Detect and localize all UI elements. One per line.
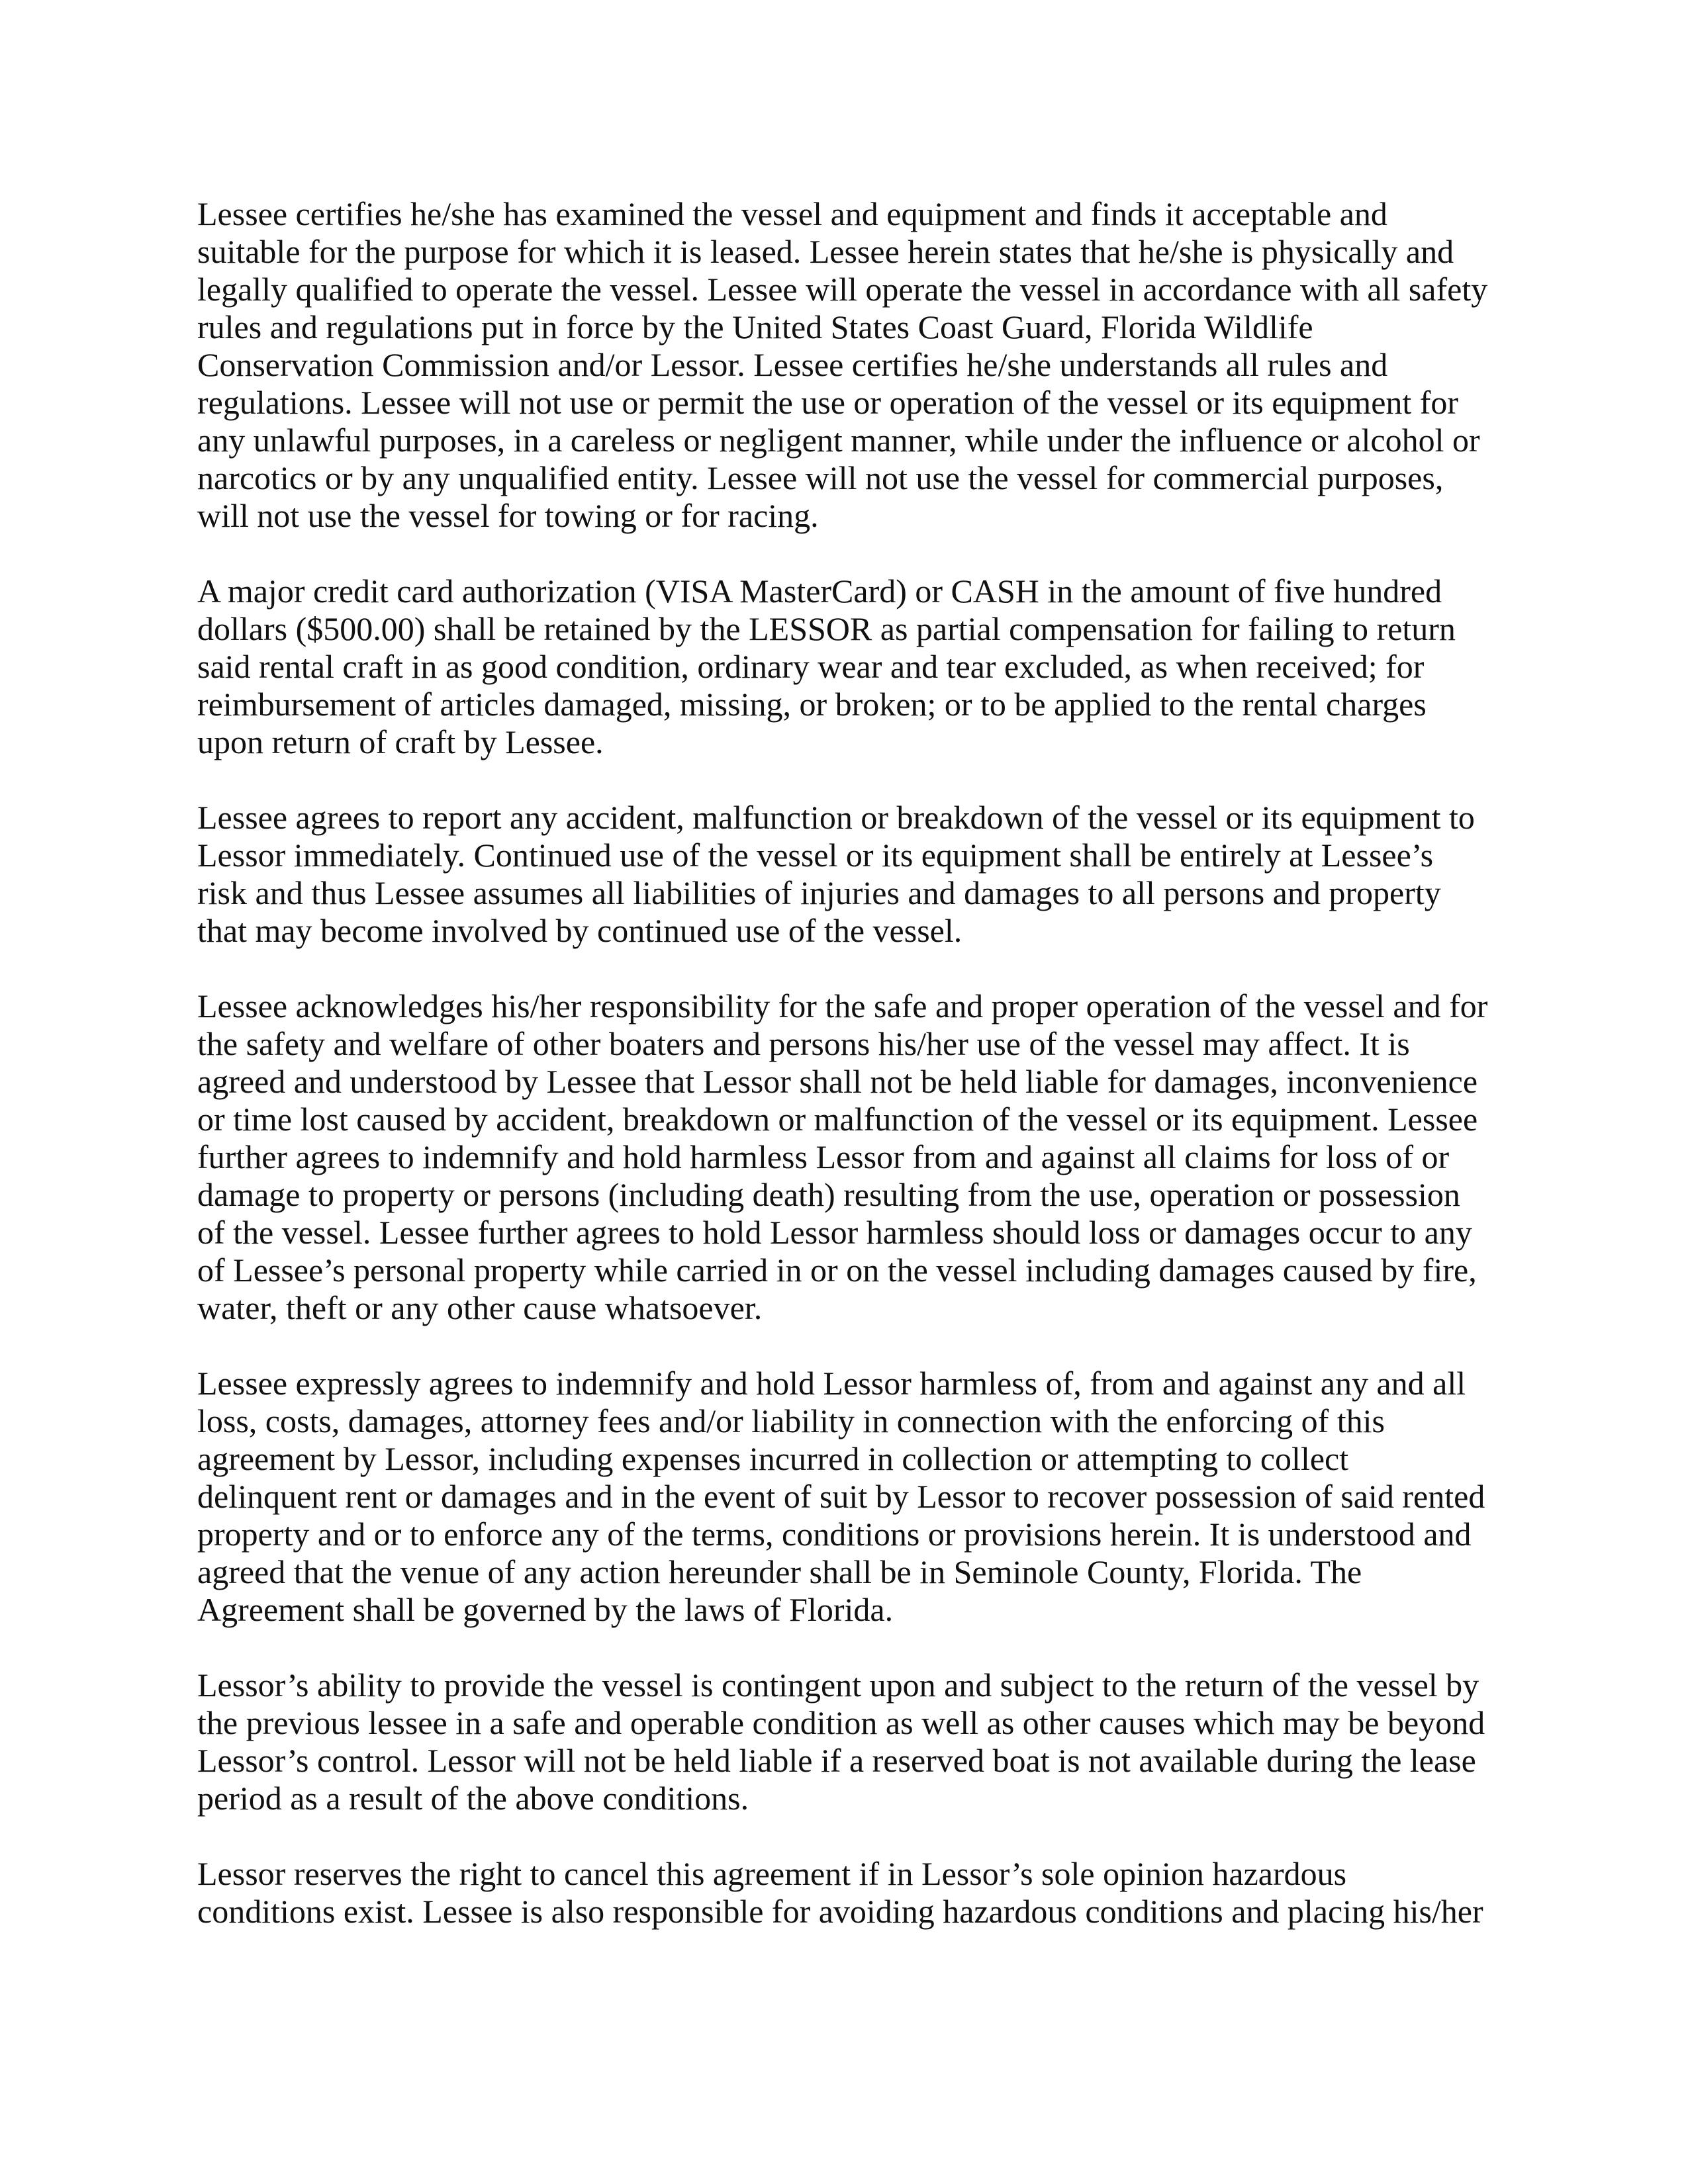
- text-line: Lessee expressly agrees to indemnify and hold Lessor harmless of, from and against any and all: [197, 1365, 1466, 1402]
- text-line: or time lost caused by accident, breakdown or malfunction of the vessel or its equipment. Lessee: [197, 1101, 1478, 1138]
- paragraph-5: [197, 1365, 1495, 1629]
- text-line: rules and regulations put in force by the United States Coast Guard, Florida Wildlife: [197, 308, 1313, 345]
- text-line: delinquent rent or damages and in the event of suit by Lessor to recover possession of said rented: [197, 1478, 1485, 1515]
- text-line: agreed that the venue of any action hereunder shall be in Seminole County, Florida. The: [197, 1553, 1362, 1590]
- text-line: said rental craft in as good condition, ordinary wear and tear excluded, as when received; for: [197, 648, 1425, 685]
- paragraph-7: [197, 1855, 1495, 1931]
- paragraph-2: [197, 572, 1495, 761]
- text-line: agreed and understood by Lessee that Lessor shall not be held liable for damages, inconvenience: [197, 1063, 1478, 1100]
- text-line: of the vessel. Lessee further agrees to hold Lessor harmless should loss or damages occur to any: [197, 1214, 1472, 1251]
- text-line: narcotics or by any unqualified entity. Lessee will not use the vessel for commercial purposes,: [197, 459, 1444, 496]
- text-line: loss, costs, damages, attorney fees and/or liability in connection with the enforcing of this: [197, 1402, 1385, 1439]
- text-line: regulations. Lessee will not use or permit the use or operation of the vessel or its equipment for: [197, 384, 1459, 421]
- text-line: Lessee certifies he/she has examined the vessel and equipment and finds it acceptable and: [197, 195, 1387, 232]
- text-line: the safety and welfare of other boaters and persons his/her use of the vessel may affect. It is: [197, 1025, 1410, 1062]
- text-line: risk and thus Lessee assumes all liabilities of injuries and damages to all persons and property: [197, 874, 1441, 911]
- text-line: the previous lessee in a safe and operable condition as well as other causes which may be beyond: [197, 1704, 1485, 1741]
- text-line: will not use the vessel for towing or for racing.: [197, 497, 819, 534]
- paragraph-1: [197, 195, 1495, 535]
- text-line: any unlawful purposes, in a careless or negligent manner, while under the influence or alcohol or: [197, 422, 1480, 459]
- text-line: upon return of craft by Lessee.: [197, 723, 604, 760]
- text-line: legally qualified to operate the vessel. Lessee will operate the vessel in accordance with all safety: [197, 271, 1488, 308]
- text-line: that may become involved by continued use of the vessel.: [197, 912, 962, 949]
- text-line: reimbursement of articles damaged, missing, or broken; or to be applied to the rental charges: [197, 686, 1427, 723]
- text-line: property and or to enforce any of the terms, conditions or provisions herein. It is understood and: [197, 1516, 1472, 1553]
- text-line: Conservation Commission and/or Lessor. Lessee certifies he/she understands all rules and: [197, 346, 1388, 383]
- text-line: Lessor reserves the right to cancel this agreement if in Lessor’s sole opinion hazardous: [197, 1855, 1347, 1892]
- paragraph-4: [197, 987, 1495, 1327]
- text-line: damage to property or persons (including death) resulting from the use, operation or possession: [197, 1176, 1460, 1213]
- paragraph-6: [197, 1666, 1495, 1817]
- document-body: [197, 195, 1495, 1968]
- paragraph-3: [197, 799, 1495, 950]
- text-line: A major credit card authorization (VISA MasterCard) or CASH in the amount of five hundred: [197, 572, 1442, 610]
- text-line: Lessor immediately. Continued use of the vessel or its equipment shall be entirely at Lessee’s: [197, 837, 1434, 874]
- text-line: water, theft or any other cause whatsoever.: [197, 1289, 763, 1326]
- text-line: Lessee acknowledges his/her responsibility for the safe and proper operation of the vessel and for: [197, 987, 1488, 1024]
- text-line: Lessor’s control. Lessor will not be held liable if a reserved boat is not available during the lease: [197, 1742, 1476, 1779]
- text-line: further agrees to indemnify and hold harmless Lessor from and against all claims for loss of or: [197, 1138, 1450, 1175]
- text-line: Agreement shall be governed by the laws of Florida.: [197, 1591, 894, 1628]
- text-line: conditions exist. Lessee is also responsible for avoiding hazardous conditions and placing his/her: [197, 1893, 1483, 1930]
- text-line: of Lessee’s personal property while carried in or on the vessel including damages caused by fire,: [197, 1251, 1477, 1289]
- text-line: Lessee agrees to report any accident, malfunction or breakdown of the vessel or its equipment to: [197, 799, 1475, 836]
- text-line: period as a result of the above conditions.: [197, 1780, 749, 1817]
- text-line: suitable for the purpose for which it is leased. Lessee herein states that he/she is physically and: [197, 233, 1454, 270]
- text-line: agreement by Lessor, including expenses incurred in collection or attempting to collect: [197, 1440, 1349, 1477]
- text-line: dollars ($500.00) shall be retained by the LESSOR as partial compensation for failing to return: [197, 610, 1456, 647]
- text-line: Lessor’s ability to provide the vessel is contingent upon and subject to the return of the vessel by: [197, 1666, 1479, 1704]
